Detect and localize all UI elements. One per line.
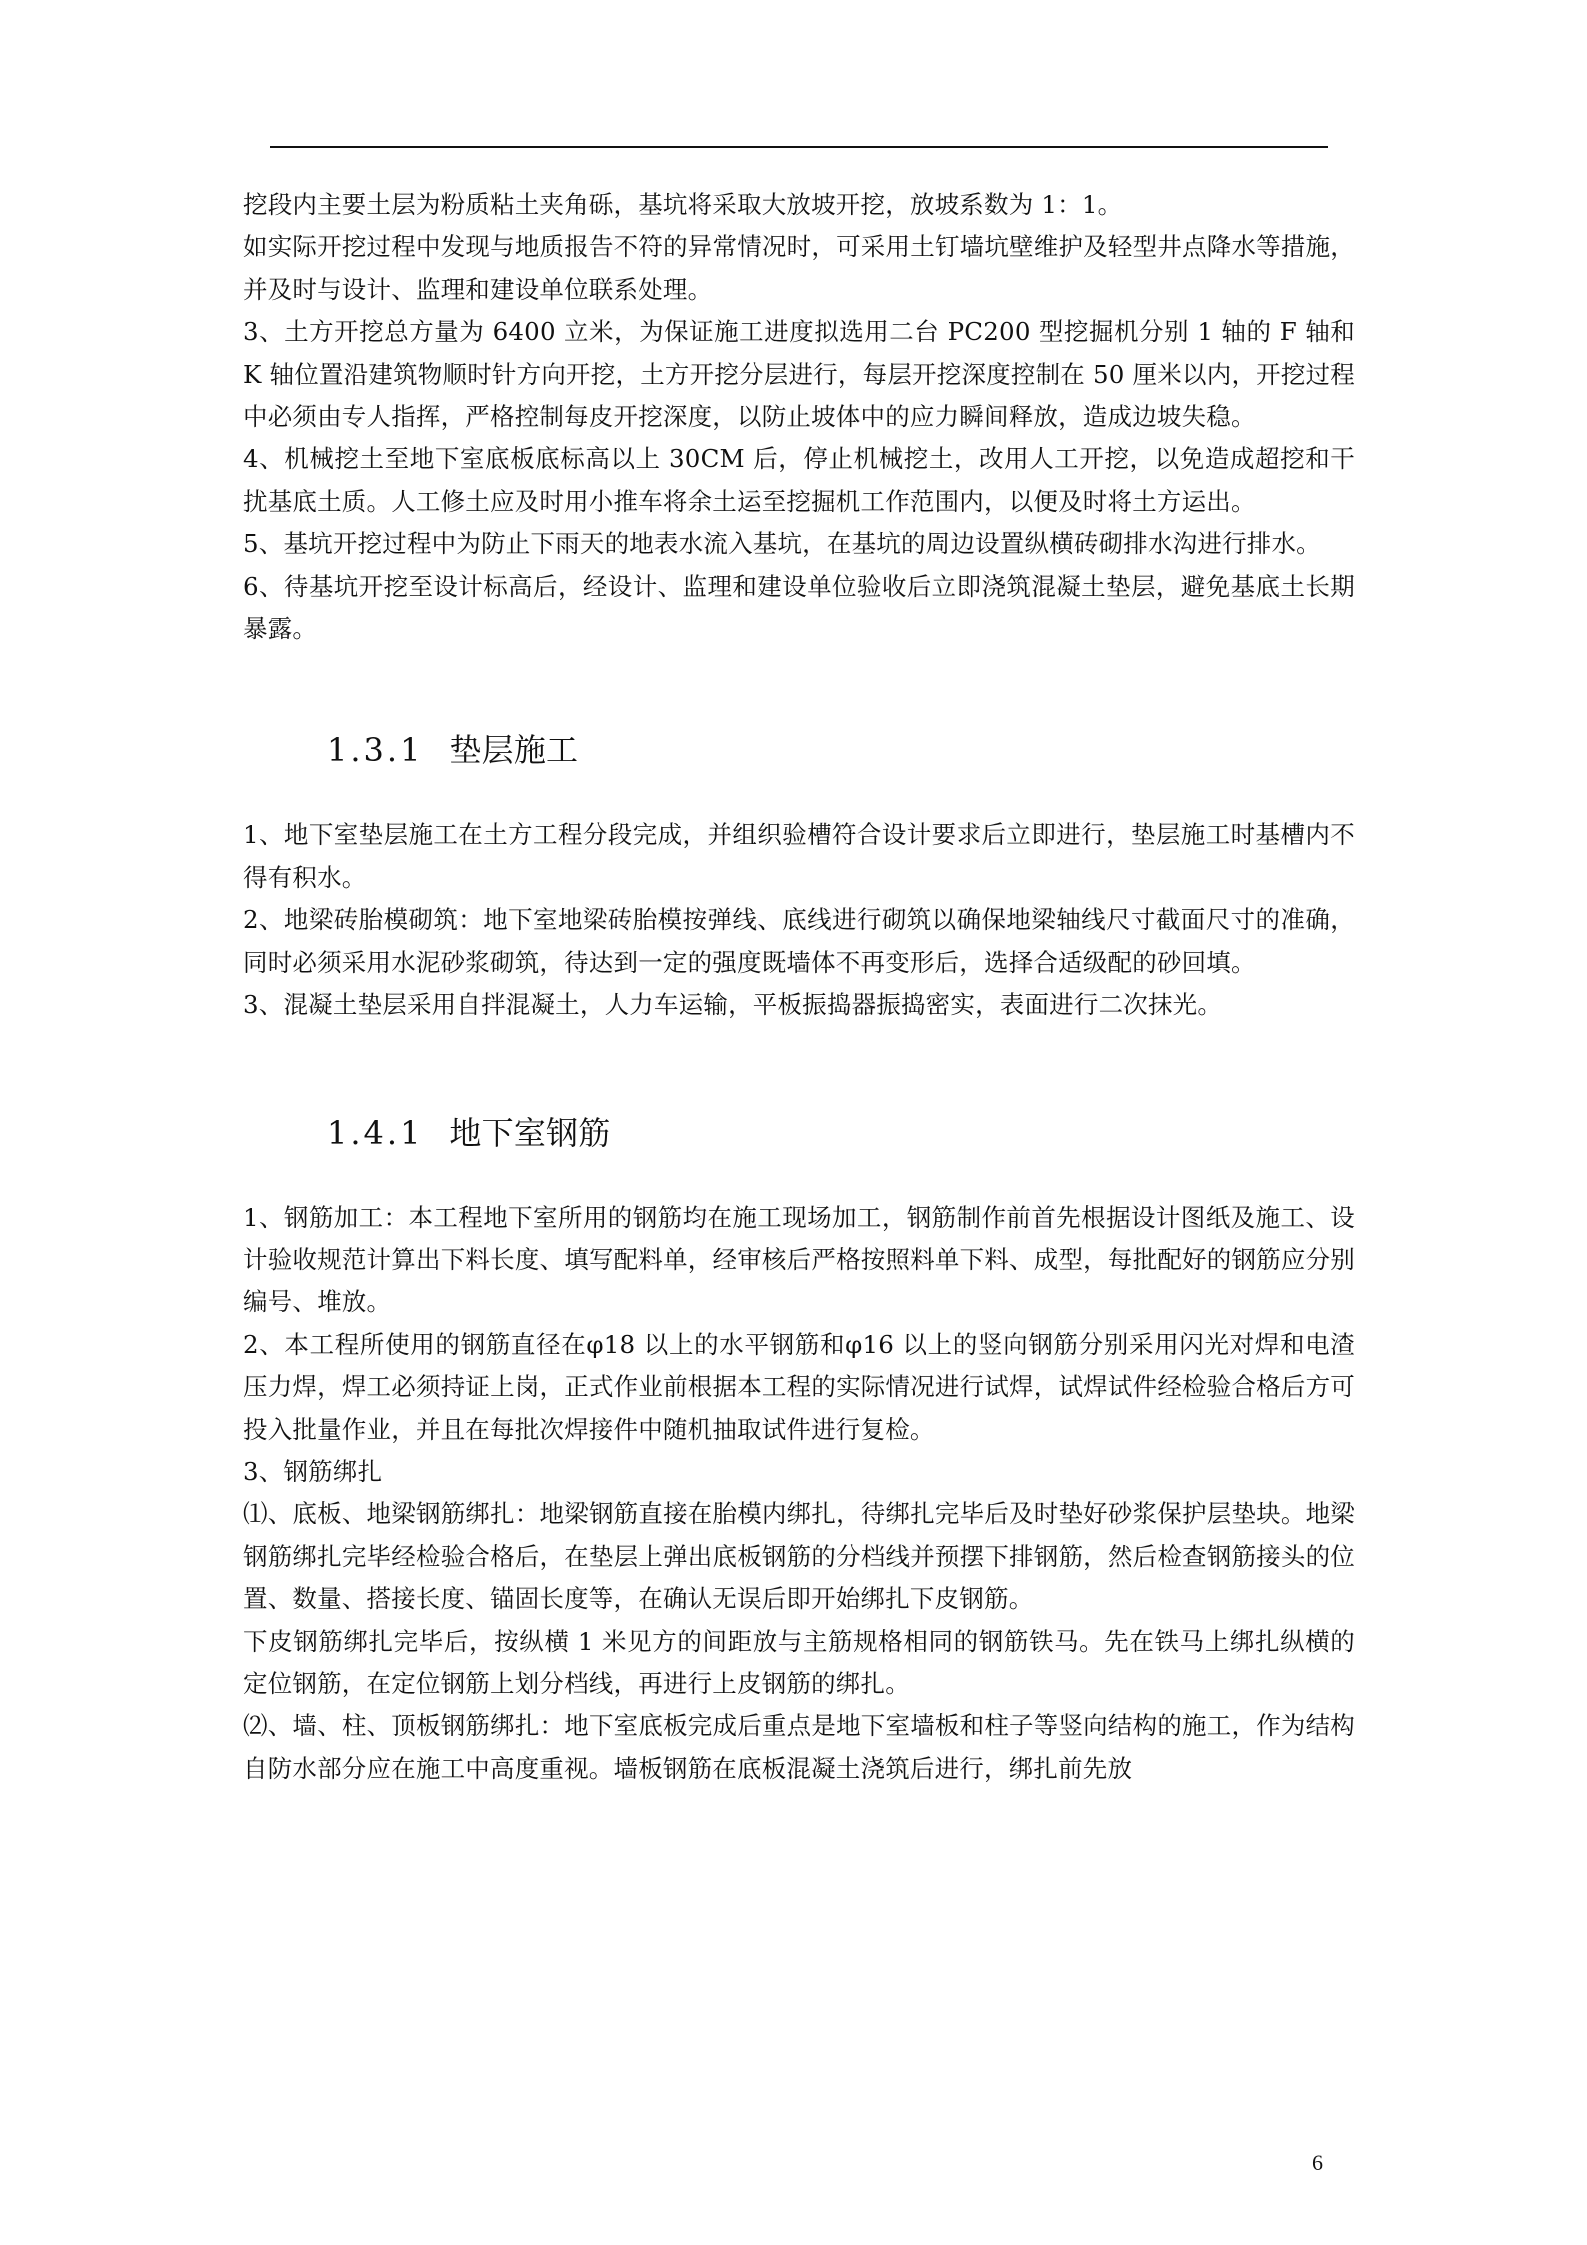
section-number: 1.3.1 [327,731,424,770]
body-paragraph: 3、混凝土垫层采用自拌混凝土，人力车运输，平板振捣器振捣密实，表面进行二次抹光。 [243,990,1223,1020]
body-paragraph: ⑵、墙、柱、顶板钢筋绑扎：地下室底板完成后重点是地下室墙板和柱子等竖向结构的施工，作为结构自防水部分应在施工中高度重视。墙板钢筋在底板混凝土浇筑后进行，绑扎前先放 [243,1711,1355,1783]
section-number: 1.4.1 [327,1113,424,1152]
body-paragraph: 3、钢筋绑扎 [243,1456,383,1486]
body-paragraph: 2、本工程所使用的钢筋直径在φ18 以上的水平钢筋和φ16 以上的竖向钢筋分别采用闪光对焊和电渣压力焊，焊工必须持证上岗，正式作业前根据本工程的实际情况进行试焊，试焊试件经检验合格后方可投入批量作业，并且在每批次焊接件中随机抽取试件进行复检。 [243,1329,1355,1444]
header-rule [270,146,1328,148]
body-paragraph: 1、钢筋加工：本工程地下室所用的钢筋均在施工现场加工，钢筋制作前首先根据设计图纸及施工、设计验收规范计算出下料长度、填写配料单，经审核后严格按照料单下料、成型，每批配好的钢筋应分别编号、堆放。 [243,1202,1355,1317]
section-title: 地下室钢筋 [449,1113,611,1152]
body-paragraph: 1、地下室垫层施工在土方工程分段完成，并组织验槽符合设计要求后立即进行，垫层施工时基槽内不得有积水。 [243,820,1355,892]
section-title: 垫层施工 [449,731,579,770]
section-heading-basement-rebar [243,1109,1355,1157]
body-paragraph: 4、机械挖土至地下室底板底标高以上 30CM 后，停止机械挖土，改用人工开挖，以免造成超挖和干扰基底土质。人工修土应及时用小推车将余土运至挖掘机工作范围内，以便及时将土方运出。 [243,444,1355,516]
body-paragraph: 3、土方开挖总方量为 6400 立米，为保证施工进度拟选用二台 PC200 型挖掘机分别 1 轴的 F 轴和 K 轴位置沿建筑物顺时针方向开挖，土方开挖分层进行，每层开挖深度控制在 50 厘米以内，开挖过程中必须由专人指挥，严格控制每皮开挖深度，以防止坡体中的应力瞬间释放，造成边坡失稳。 [243,317,1355,432]
document-body [243,184,1355,1790]
body-paragraph: 5、基坑开挖过程中为防止下雨天的地表水流入基坑，在基坑的周边设置纵横砖砌排水沟进行排水。 [243,529,1321,559]
body-paragraph: 下皮钢筋绑扎完毕后，按纵横 1 米见方的间距放与主筋规格相同的钢筋铁马。先在铁马上绑扎纵横的定位钢筋，在定位钢筋上划分档线，再进行上皮钢筋的绑扎。 [243,1626,1355,1698]
section-heading-cushion [243,726,1355,774]
page-number: 6 [1312,2150,1323,2175]
body-paragraph: ⑴、底板、地梁钢筋绑扎：地梁钢筋直接在胎模内绑扎，待绑扎完毕后及时垫好砂浆保护层垫块。地梁钢筋绑扎完毕经检验合格后，在垫层上弹出底板钢筋的分档线并预摆下排钢筋，然后检查钢筋接头的位置、数量、搭接长度、锚固长度等，在确认无误后即开始绑扎下皮钢筋。 [243,1499,1355,1614]
body-paragraph: 如实际开挖过程中发现与地质报告不符的异常情况时，可采用土钉墙坑壁维护及轻型井点降水等措施，并及时与设计、监理和建设单位联系处理。 [243,232,1355,304]
body-paragraph: 挖段内主要土层为粉质粘土夹角砾，基坑将采取大放坡开挖，放坡系数为 1：1。 [243,190,1123,219]
body-paragraph: 2、地梁砖胎模砌筑：地下室地梁砖胎模按弹线、底线进行砌筑以确保地梁轴线尺寸截面尺寸的准确，同时必须采用水泥砂浆砌筑，待达到一定的强度既墙体不再变形后，选择合适级配的砂回填。 [243,905,1355,977]
body-paragraph: 6、待基坑开挖至设计标高后，经设计、监理和建设单位验收后立即浇筑混凝土垫层，避免基底土长期暴露。 [243,571,1355,644]
